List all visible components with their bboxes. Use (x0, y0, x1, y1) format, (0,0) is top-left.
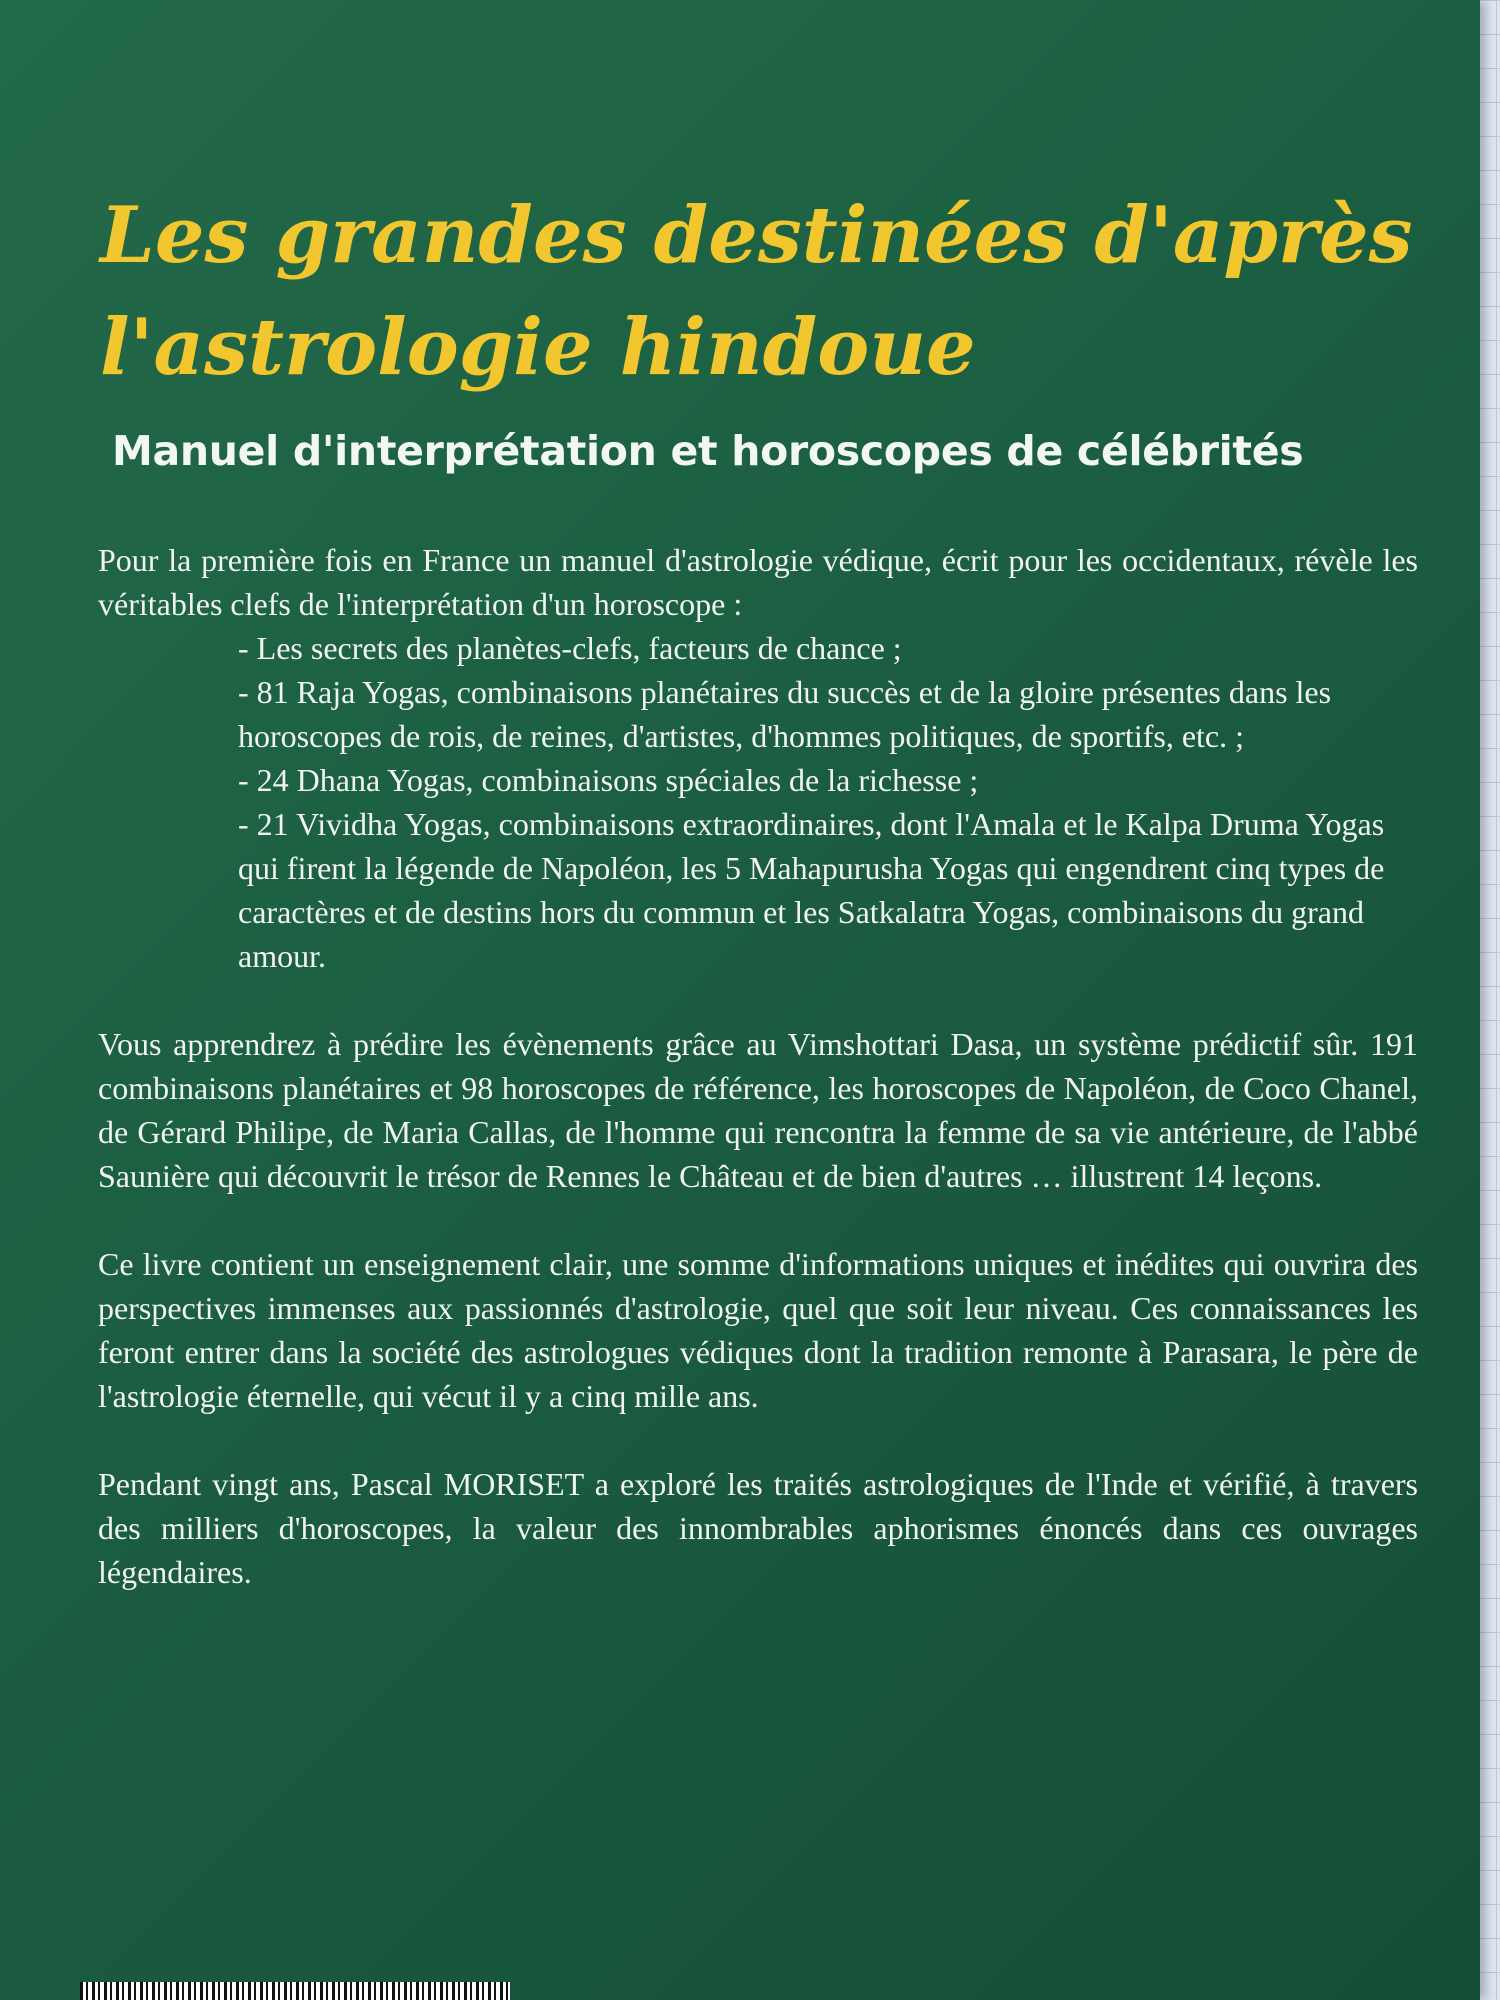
book-content-paragraph: Ce livre contient un enseignement clair, une somme d'informations uniques et inédites qui ouvrira des perspectives immenses aux passionnés d'astrologie, quel que soit leur niveau. Ces connaissances les feront entrer dans la société des astrologues védiques dont la tradition remonte à Parasara, le père de l'astrologie éternelle, qui vécut il y a cinq mille ans. (98, 1246, 1418, 1414)
cover-text (98, 538, 1418, 1638)
prediction-paragraph: Vous apprendrez à prédire les évènements grâce au Vimshottari Dasa, un système prédictif sûr. 191 combinaisons planétaires et 98 horoscopes de référence, les horoscopes de Napoléon, de Coco Chanel, de Gérard Philipe, de Maria Callas, de l'homme qui rencontra la femme de sa vie antérieure, de l'abbé Saunière qui découvrit le trésor de Rennes le Château et de bien d'autres … illustrent 14 leçons. (98, 1026, 1418, 1194)
title-line-1: Les grandes destinées d'après (100, 190, 1413, 281)
list-item: - 21 Vividha Yogas, combinaisons extraordinaires, dont l'Amala et le Kalpa Druma Yogas qui firent la légende de Napoléon, les 5 Mahapurusha Yogas qui engendrent cinq types de caractères et de destins hors du commun et les Satkalatra Yogas, combinaisons du grand amour. (238, 806, 1385, 974)
list-item: - Les secrets des planètes-clefs, facteurs de chance ; (238, 630, 902, 666)
intro-paragraph: Pour la première fois en France un manuel d'astrologie védique, écrit pour les occidentaux, révèle les véritables clefs de l'interprétation d'un horoscope : (98, 542, 1418, 622)
list-item: - 81 Raja Yogas, combinaisons planétaires du succès et de la gloire présentes dans les horoscopes de rois, de reines, d'artistes, d'hommes politiques, de sportifs, etc. ; (238, 674, 1332, 754)
barcode (80, 1982, 510, 2000)
book-title (100, 180, 1413, 404)
yoga-list (98, 626, 1418, 978)
list-item: - 24 Dhana Yogas, combinaisons spéciales de la richesse ; (238, 762, 979, 798)
author-paragraph: Pendant vingt ans, Pascal MORISET a exploré les traités astrologiques de l'Inde et vérifié, à travers des milliers d'horoscopes, la valeur des innombrables aphorismes énoncés dans ces ouvrages légendaires. (98, 1466, 1418, 1590)
title-line-2: l'astrologie hindoue (100, 302, 976, 393)
book-subtitle: Manuel d'interprétation et horoscopes de célébrités (112, 427, 1304, 475)
